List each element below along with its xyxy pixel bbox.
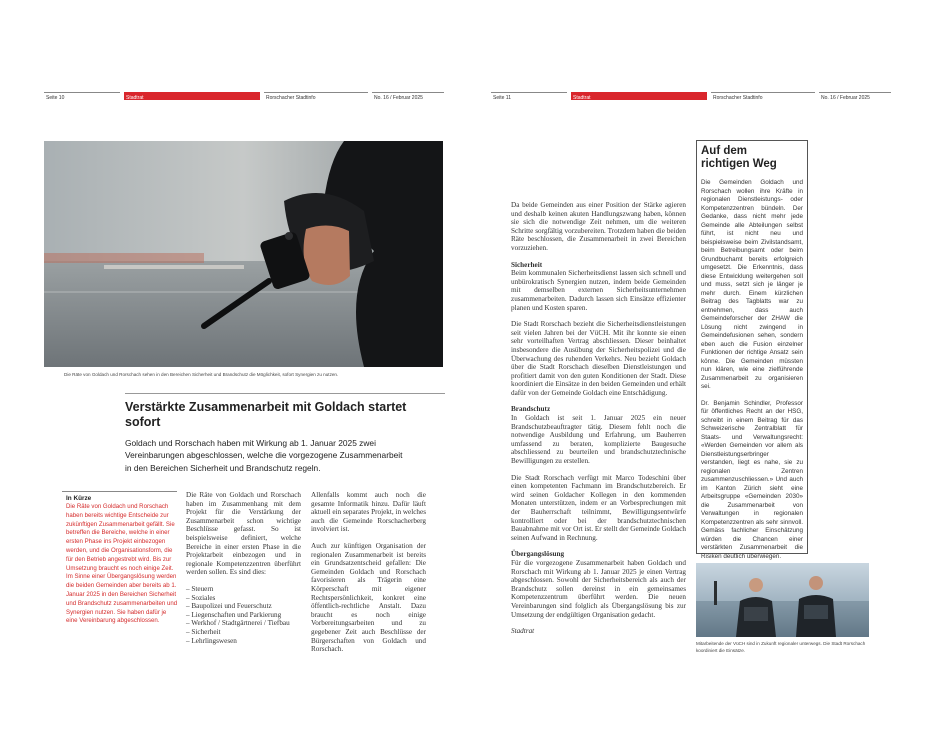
paragraph: Dr. Benjamin Schindler, Professor für öffentliches Recht an der HSG, schreibt in einem Beitrag für das Schweizerische Zentralblatt für Staats- und Verwaltungsrecht: «Werden Gemeinden vor allem als Dienstleistungserbringer verstanden, liegt es nahe, sie zu regionalen Zentren zusammenzuschliessen.» Und auch im Kanton Zürich sieht eine Arbeitsgruppe «Gemeinden 2030» die Zusammenarbeit von Verwaltungen in regionalen Kompetenzzentren als sehr sinnvoll. Gemäss fachlicher Einschätzung würden die Chancen einer verstärkten Zusammenarbeit die Risiken deutlich überwiegen. [701, 399, 803, 560]
summary-text: Die Räte von Goldach und Rorschach haben bereits wichtige Entscheide zur zukünftigen Zusammenarbeit gefällt. Sie betreffen die Bereiche, welche in einer ersten Phase ins Projekt einbezogen werden, und die Organisationsform, die für den Betrieb angestrebt wird. Bis zur Umsetzung braucht es noch einige Zeit. Im Sinne einer Übergangslösung werden die beiden Gemeinden aber bereits ab 1. Januar 2025 in den Bereichen Sicherheit und Brandschutz zusammenarbeiten und Synergien nutzen. Sie haben dafür je eine Vereinbarung abgeschlossen. [66, 503, 178, 625]
subhead-uebergang: Übergangslösung [511, 550, 565, 559]
list-item: – Werkhof / Stadtgärtnerei / Tiefbau [186, 619, 301, 628]
list-item: – Baupolizei und Feuerschutz [186, 602, 301, 611]
hero-photo [44, 141, 443, 367]
paragraph: Die Stadt Rorschach verfügt mit Marco Todeschini über einen kompetenten Fachmann im Brandschutzbereich. Er wird seinen Goldacher Kollegen in den kommenden Monaten unterstützen, indem er an Vorbesprechungen mit der Bauherrschaft teilnimmt, Bewilligungsentwürfe kontrolliert oder bei der brandschutztechnischen Bauabnahme mit vor Ort ist. Er stellt der Gemeinde Goldach seinen Aufwand in Rechnung. [511, 473, 686, 542]
areas-list [186, 585, 301, 645]
paragraph: Beim kommunalen Sicherheitsdienst lassen sich schnell und unbürokratisch Synergien nutzen, indem beide Gemeinden mit demselben externen Sicherheitsunternehmen zusammenarbeiten. Dadurch lassen sich Einsätze effizienter planen und Kosten sparen. [511, 269, 686, 312]
section-label: Stadtrat [571, 92, 707, 100]
issue-label: No. 16 / Februar 2025 [819, 92, 891, 100]
summary-title: In Kürze [66, 495, 92, 502]
paragraph: In Goldach ist seit 1. Januar 2025 ein neuer Brandschutzbeauftragter tätig. Diesem fehlt noch die notwendige Ausbildung und Erfahrung, um Bauherren umfassend zu beraten, komplizierte Baugesuche abschliessend zu beurteilen und brandschutztechnische Bewilligungen zu erstellen. [511, 414, 686, 466]
summary-box [66, 495, 178, 626]
photo-caption: Mitarbeitende der VüCH sind in Zukunft regionaler unterwegs. Die Stadt Rorschach koordiniert die Einsätze. [696, 641, 866, 653]
officers-photo-illustration [696, 563, 869, 637]
sidebar-box [696, 140, 808, 560]
photo-caption: Die Räte von Goldach und Rorschach sehen in den Bereichen Sicherheit und Brandschutz die Möglichkeit, sofort Synergien zu nutzen. [64, 372, 339, 377]
article-lead: Goldach und Rorschach haben mit Wirkung ab 1. Januar 2025 zwei Vereinbarungen abgeschlossen, welche die vorgezogene Zusammenarbeit in den Bereichen Sicherheit und Brandschutz regeln. [125, 438, 403, 473]
paragraph: Auch zur künftigen Organisation der regionalen Zusammenarbeit ist bereits ein Grundsatzentscheid gefallen: Die Gemeinden Goldach und Rorschach favorisieren als Trägerin eine Körperschaft mit eigener Rechtspersönlichkeit, konkret eine öffentlich-rechtliche Anstalt. Dazu braucht es noch einige Vorbereitungsarbeiten und zu gegebener Zeit auch Beschlüsse der Bürgerschaften von Goldach und Rorschach. [311, 541, 426, 654]
issue-label: No. 16 / Februar 2025 [372, 92, 444, 100]
list-item: – Lehrlingswesen [186, 637, 301, 646]
article-title: Verstärkte Zusammenarbeit mit Goldach startet sofort [125, 400, 407, 429]
page-number: Seite 10 [44, 92, 120, 100]
page-number: Seite 11 [491, 92, 567, 100]
officers-photo [696, 563, 869, 637]
section-label: Stadtrat [124, 92, 260, 100]
list-item: – Sicherheit [186, 628, 301, 637]
radio-photo-illustration [44, 141, 443, 367]
article-continuation [511, 201, 686, 644]
list-item: – Steuern [186, 585, 301, 594]
paragraph: Für die vorgezogene Zusammenarbeit haben Goldach und Rorschach mit Wirkung ab 1. Januar 2025 je einen Vertrag abgeschlossen. Sowohl der Sicherheitsbereich als auch der Brandschutz sollen dereinst in ein gemeinsames Kompetenzzentrum überführt werden. Die neuen Vereinbarungen sind folglich als Übergangslösung bis zur Umsetzung der endgültigen Organisation gedacht. [511, 558, 686, 619]
publication-name: Rorschacher Stadtinfo [264, 92, 368, 100]
paragraph: Allenfalls kommt auch noch die gesamte Informatik hinzu. Dafür läuft aktuell ein separates Projekt, in welches auch die Gemeinde Rorschacherberg involviert ist. [311, 491, 426, 534]
signature: Stadtrat [511, 627, 535, 636]
paragraph: Die Stadt Rorschach bezieht die Sicherheitsdienstleistungen seit vielen Jahren bei der VüCH. Mit ihr konnte sie einen sehr vorteilhaften Vertrag abschliessen. Dieser beinhaltet insbesondere die Ausübung der Sicherheitspolizei und die Überwachung des ruhenden Verkehrs. Neu bezieht Goldach über die Stadt Rorschach dieselben Dienstleistungen und profitiert damit von den guten Konditionen der Stadt. Diese koordiniert die Einsätze in den beiden Gemeinden und erhält dafür von der Gemeinde Goldach eine Entschädigung. [511, 320, 686, 397]
publication-name: Rorschacher Stadtinfo [711, 92, 815, 100]
paragraph: Da beide Gemeinden aus einer Position der Stärke agieren und deshalb keinen akuten Handlungszwang haben, können sie sich die notwendige Zeit nehmen, um die weiteren Schritte sorgfältig vorzubereiten. Trotzdem haben die beiden Räte beschlossen, die Zusammenarbeit in zwei Bereichen vorzuziehen. [511, 201, 686, 252]
subhead-brandschutz: Brandschutz [511, 405, 551, 414]
sidebar-title: Auf dem richtigen Weg [701, 145, 777, 170]
article-column-3 [311, 491, 426, 662]
column-2-intro: Die Räte von Goldach und Rorschach haben im Zusammenhang mit dem Projekt für die Verstärkung der Zusammenarbeit schon wichtige Beschlüsse gefasst. So ist beispielsweise definiert, welche Bereiche in einer ersten Phase in die Projektarbeit einbezogen und in regionale Kompetenzzentren überführt werden sollen. Es sind dies: [186, 491, 301, 577]
list-item: – Soziales [186, 594, 301, 603]
article-column-2 [186, 491, 301, 645]
subhead-sicherheit: Sicherheit [511, 260, 543, 269]
paragraph: Die Gemeinden Goldach und Rorschach wollen ihre Kräfte in regionalen Dienstleistungs- oder Kompetenzzentren bündeln. Der Gedanke, dass nicht mehr jede Gemeinde alle Abteilungen selbst führt, ist nicht neu und beispielsweise beim Zivilstandsamt, beim Betreibungsamt oder beim Grundbuchamt bereits erfolgreich umgesetzt. Die Erkenntnis, dass diese Entwicklung weitergehen soll und muss, setzt sich je länger je mehr durch. Einem kürzlichen Beitrag des Tagblatts war zu entnehmen, dass auch Gemeindeforscher der ZHAW die Lösung nicht zwingend in Gemeindefusionen sehen, sondern eben auch die Fusion einzelner Funktionen der richtige Ansatz sein könne. Die Gemeinden müssten nun klären, wie eine zielführende Zusammenarbeit zu organisieren sei. [701, 179, 803, 390]
list-item: – Liegenschaften und Parkierung [186, 611, 301, 620]
